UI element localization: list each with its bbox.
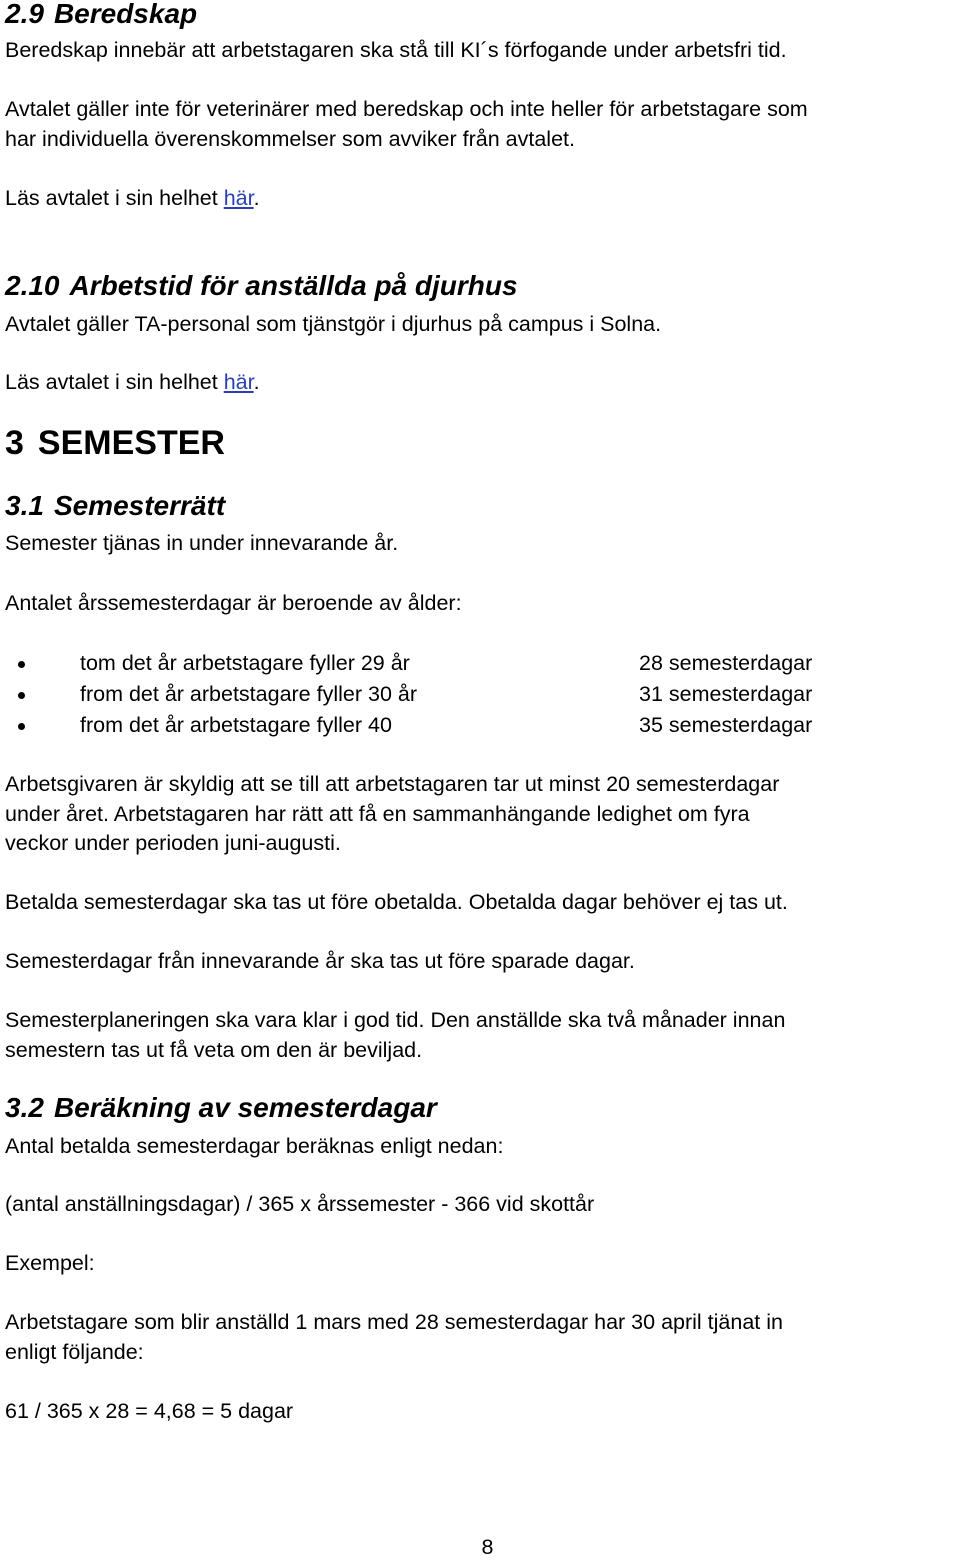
heading-3-1 <box>5 490 225 522</box>
formula: (antal anställningsdagar) / 365 x årssemester - 366 vid skottår <box>5 1192 595 1216</box>
paragraph: Semester tjänas in under innevarande år. <box>5 531 399 555</box>
read-more-link[interactable]: här <box>223 370 254 394</box>
paragraph: Semesterdagar från innevarande år ska tas ut före sparade dagar. <box>5 949 635 973</box>
heading-title: Arbetstid för anställda på djurhus <box>69 270 518 301</box>
read-more-text: Läs avtalet i sin helhet <box>5 370 224 394</box>
heading-number: 2.10 <box>5 270 60 301</box>
heading-3-2 <box>5 1092 437 1124</box>
paragraph-line: har individuella överenskommelser som avviker från avtalet. <box>5 127 575 151</box>
paragraph-line: enligt följande: <box>5 1340 144 1364</box>
paragraph: Avtalet gäller TA-personal som tjänstgör i djurhus på campus i Solna. <box>5 312 662 336</box>
paragraph-line: Semesterplaneringen ska vara klar i god tid. Den anställde ska två månader innan <box>5 1008 786 1032</box>
heading-number: 3.2 <box>5 1092 44 1123</box>
paragraph: Exempel: <box>5 1251 95 1275</box>
calculation-example: 61 / 365 x 28 = 4,68 = 5 dagar <box>5 1399 294 1423</box>
bullet-icon <box>18 661 25 668</box>
paragraph: Beredskap innebär att arbetstagaren ska stå till KI´s förfogande under arbetsfri tid. <box>5 38 787 62</box>
heading-2-10 <box>5 270 518 302</box>
heading-title: Beredskap <box>53 0 198 29</box>
list-item-text: tom det år arbetstagare fyller 29 år <box>80 651 410 675</box>
list-item <box>5 710 955 741</box>
heading-title: Beräkning av semesterdagar <box>53 1092 437 1123</box>
paragraph: Antal betalda semesterdagar beräknas enligt nedan: <box>5 1134 504 1158</box>
heading-title: SEMESTER <box>37 424 225 462</box>
heading-number: 2.9 <box>5 0 44 29</box>
paragraph-line: Avtalet gäller inte för veterinärer med beredskap och inte heller för arbetstagare som <box>5 97 808 121</box>
list-item-value: 31 semesterdagar <box>639 682 813 706</box>
list-item-value: 35 semesterdagar <box>639 713 813 737</box>
vacation-days-list <box>5 648 955 741</box>
read-more-suffix: . <box>253 186 260 210</box>
list-item-value: 28 semesterdagar <box>639 651 813 675</box>
heading-3 <box>5 423 225 463</box>
page-number: 8 <box>481 1535 494 1559</box>
paragraph: Antalet årssemesterdagar är beroende av ålder: <box>5 591 462 615</box>
heading-2-9 <box>5 0 197 30</box>
read-more-suffix: . <box>253 370 260 394</box>
list-item-text: from det år arbetstagare fyller 40 <box>80 713 392 737</box>
list-item-text: from det år arbetstagare fyller 30 år <box>80 682 417 706</box>
paragraph: Betalda semesterdagar ska tas ut före obetalda. Obetalda dagar behöver ej tas ut. <box>5 890 788 914</box>
read-more-paragraph <box>5 368 260 398</box>
paragraph-line: Arbetstagare som blir anställd 1 mars med 28 semesterdagar har 30 april tjänat in <box>5 1310 783 1334</box>
bullet-icon <box>18 723 25 730</box>
list-item <box>5 648 955 679</box>
paragraph-line: semestern tas ut få veta om den är beviljad. <box>5 1038 423 1062</box>
paragraph-line: veckor under perioden juni-augusti. <box>5 831 341 855</box>
read-more-text: Läs avtalet i sin helhet <box>5 186 224 210</box>
paragraph-line: Arbetsgivaren är skyldig att se till att arbetstagaren tar ut minst 20 semesterdagar <box>5 772 780 796</box>
read-more-paragraph <box>5 184 260 214</box>
bullet-icon <box>18 692 25 699</box>
heading-number: 3 <box>5 424 24 462</box>
heading-number: 3.1 <box>5 490 44 521</box>
read-more-link[interactable]: här <box>223 186 254 210</box>
list-item <box>5 679 955 710</box>
heading-title: Semesterrätt <box>53 490 226 521</box>
paragraph-line: under året. Arbetstagaren har rätt att få en sammanhängande ledighet om fyra <box>5 802 750 826</box>
